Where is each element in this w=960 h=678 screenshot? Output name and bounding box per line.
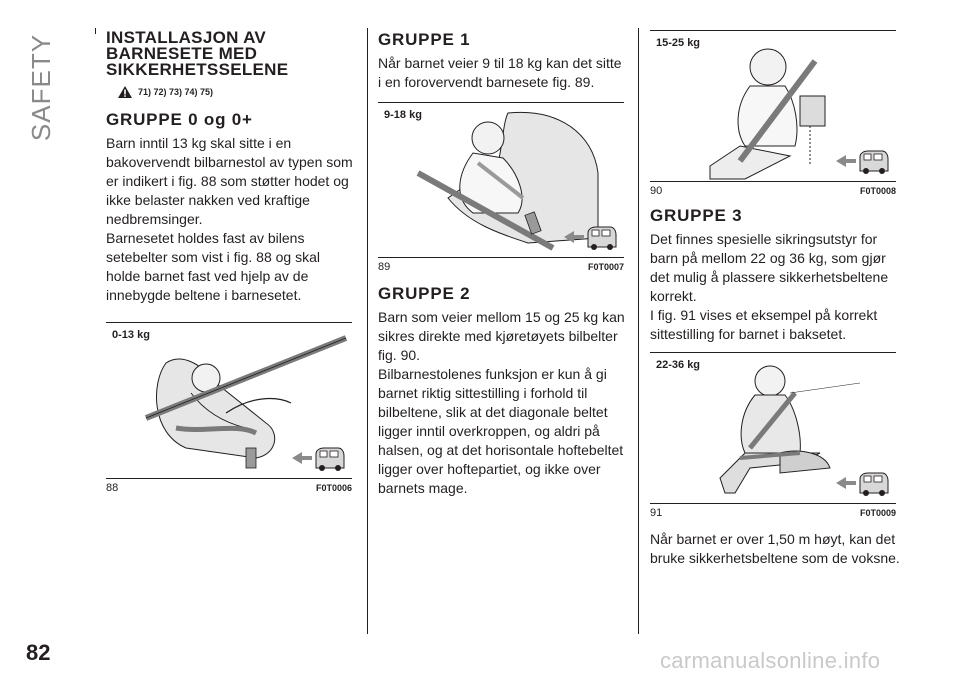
figure-code: F0T0009: [859, 508, 896, 518]
figure-code: F0T0007: [587, 262, 624, 272]
section-side-label-text: SAFETY: [26, 33, 57, 141]
paragraph: Barn inntil 13 kg skal sitte i en bakovervendt bilbarnestol av typen som er indikert i fig. 88 som støtter hodet og ikke belaster nakken ved kraftige nedbremsinger.: [106, 135, 353, 227]
column-2: [378, 30, 628, 498]
warning-refs-text: 71) 72) 73) 74) 75): [138, 87, 214, 97]
figure-code: F0T0006: [315, 483, 352, 493]
figure-weight-label: 15-25 kg: [656, 37, 701, 49]
car-arrow-icon: [562, 223, 618, 251]
divider-line: [95, 28, 96, 34]
paragraph: Når barnet veier 9 til 18 kg kan det sitte i en forovervendt barnesete fig. 89.: [378, 55, 622, 90]
figure-number: 90: [650, 185, 663, 197]
section-side-label: [22, 32, 62, 142]
page-number: 82: [26, 640, 51, 665]
figure-weight-label: 0-13 kg: [112, 329, 150, 341]
warning-references: [118, 86, 356, 98]
group-heading: GRUPPE 0 og 0+: [106, 110, 253, 129]
figure-code: F0T0008: [859, 186, 896, 196]
paragraph: Barn som veier mellom 15 og 25 kg kan sikres direkte med kjøretøyets bilbelter fig. 90.: [378, 309, 625, 363]
paragraph: Barnesetet holdes fast av bilens setebelter som vist i fig. 88 og skal holde barnet fast ved hjelp av de innebygde beltene i barnesetet.: [106, 230, 320, 303]
column-1: [106, 28, 356, 494]
column-divider: [638, 28, 639, 634]
figure-weight-label: 22-36 kg: [656, 359, 701, 371]
paragraph: Bilbarnestolenes funksjon er kun å gi barnet riktig sittestilling i forhold til bilbeltene, slik at det diagonale beltet ligger inntil overkroppen, og aldri på halsen, og at det horisontale hoftebeltet ligger over hoftepartiet, og ikke over barnets mage.: [378, 366, 624, 496]
car-arrow-icon: [834, 469, 890, 497]
figure-number: 89: [378, 261, 391, 273]
watermark: carmanualsonline.info: [660, 648, 881, 673]
column-divider: [367, 28, 368, 634]
group-heading: GRUPPE 1: [378, 30, 471, 49]
paragraph: Det finnes spesielle sikringsutstyr for barn på mellom 22 og 36 kg, som gjør det mulig å plassere sikkerhetsbeltene korrekt.: [650, 231, 889, 304]
group-heading: GRUPPE 2: [378, 284, 471, 303]
warning-triangle-icon: [118, 86, 132, 98]
figure-90: [650, 30, 896, 197]
section-title-line: INSTALLASJON AV: [106, 28, 267, 47]
figure-89: [378, 102, 624, 273]
figure-number: 91: [650, 507, 663, 519]
group-heading: GRUPPE 3: [650, 206, 743, 225]
figure-number: 88: [106, 482, 119, 494]
section-title-line: BARNESETE MED: [106, 44, 258, 63]
figure-91: [650, 352, 896, 519]
figure-weight-label: 9-18 kg: [384, 109, 422, 121]
figure-88: [106, 322, 352, 494]
section-title: [106, 30, 356, 78]
paragraph: Når barnet er over 1,50 m høyt, kan det bruke sikkerhetsbeltene som de voksne.: [650, 531, 900, 566]
car-arrow-icon: [290, 444, 346, 472]
section-title-line: SIKKERHETSSELENE: [106, 60, 289, 79]
paragraph: I fig. 91 vises et eksempel på korrekt sittestilling for barnet i baksetet.: [650, 307, 878, 342]
column-3: [650, 30, 900, 568]
car-arrow-icon: [834, 147, 890, 175]
